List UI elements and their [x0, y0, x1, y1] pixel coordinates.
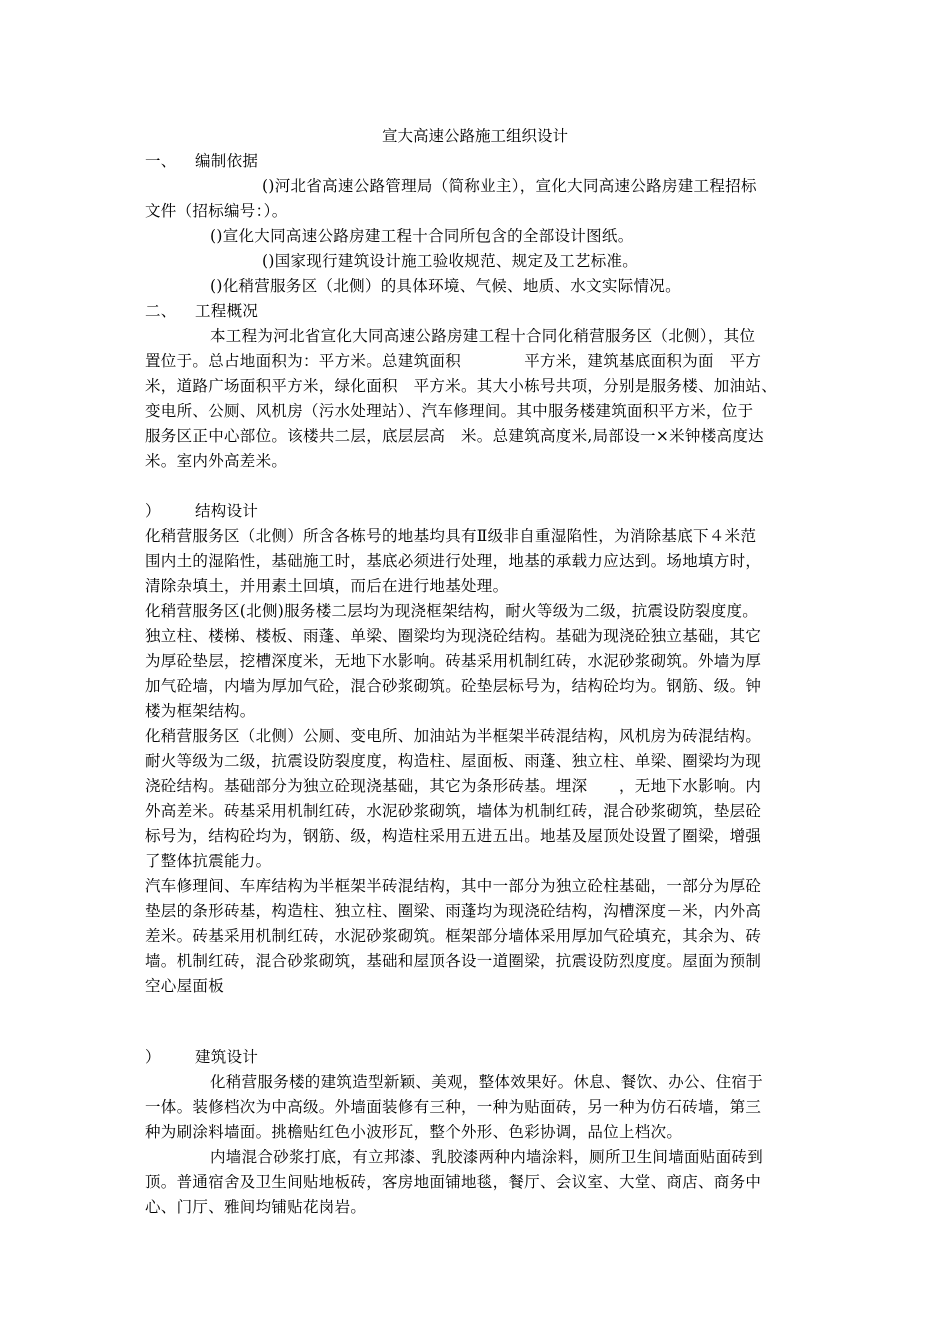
- section-heading-structure: [145, 499, 258, 523]
- paragraph-line: 心、门厅、雅间均铺贴花岗岩。: [145, 1198, 367, 1216]
- paragraph-line: 空心屋面板: [145, 977, 225, 995]
- paragraph-line: 独立柱、楼梯、楼板、雨蓬、单梁、圈梁均为现浇砼结构。基础为现浇砼独立基础，其它: [145, 627, 762, 645]
- paragraph-line: 服务区正中心部位。该楼共二层，底层层高 米。总建筑高度米,局部设一×米钟楼高度达: [145, 427, 764, 445]
- section-heading-architecture: [145, 1045, 258, 1069]
- section-number: 二、: [145, 302, 177, 320]
- paragraph-line: 围内土的湿陷性，基础施工时，基底必须进行处理，地基的承载力应达到。场地填方时，: [145, 552, 762, 570]
- paragraph-line: 加气砼墙，内墙为厚加气砼，混合砂浆砌筑。砼垫层标号为，结构砼均为。钢筋、级。钟: [145, 677, 762, 695]
- paragraph-line: 差米。砖基采用机制红砖，水泥砂浆砌筑。框架部分墙体采用厚加气砼填充，其余为、砖: [145, 927, 762, 945]
- section-heading-overview: [145, 299, 258, 323]
- paragraph-line: 变电所、公厕、风机房（污水处理站）、汽车修理间。其中服务楼建筑面积平方米，位于: [145, 402, 754, 420]
- paragraph-line: 楼为框架结构。: [145, 702, 256, 720]
- paragraph-line: 汽车修理间、车库结构为半框架半砖混结构，其中一部分为独立砼柱基础，一部分为厚砼: [145, 877, 762, 895]
- paragraph-line: 墙。机制红砖，混合砂浆砌筑，基础和屋顶各设一道圈梁，抗震设防烈度度。屋面为预制: [145, 952, 762, 970]
- paragraph-line: 耐火等级为二级，抗震设防裂度度，构造柱、屋面板、雨蓬、独立柱、单梁、圈梁均为现: [145, 752, 762, 770]
- section-heading-basis: [145, 149, 258, 173]
- paragraph-line: 浇砼结构。基础部分为独立砼现浇基础，其它为条形砖基。埋深 ，无地下水影响。内: [145, 777, 762, 795]
- paragraph-line: 一体。装修档次为中高级。外墙面装修有三种，一种为贴面砖，另一种为仿石砖墙，第三: [145, 1098, 762, 1116]
- paragraph-line: 内墙混合砂浆打底，有立邦漆、乳胶漆两种内墙涂料，厕所卫生间墙面贴面砖到: [210, 1148, 764, 1166]
- section-title: 工程概况: [195, 302, 259, 320]
- paragraph-line: ()化稍营服务区（北侧）的具体环境、气候、地质、水文实际情况。: [210, 277, 681, 295]
- section-number: ）: [145, 502, 161, 520]
- paragraph-line: 垫层的条形砖基，构造柱、独立柱、圈梁、雨蓬均为现浇砼结构，沟槽深度－米，内外高: [145, 902, 762, 920]
- paragraph-line: ()河北省高速公路管理局（简称业主），宣化大同高速公路房建工程招标: [262, 177, 757, 195]
- paragraph-line: 化稍营服务楼的建筑造型新颖、美观，整体效果好。休息、餐饮、办公、住宿于: [210, 1073, 764, 1091]
- paragraph-line: 置位于。总占地面积为：平方米。总建筑面积 平方米，建筑基底面积为面 平方: [145, 352, 762, 370]
- section-title: 结构设计: [195, 502, 259, 520]
- paragraph-line: 外高差米。砖基采用机制红砖，水泥砂浆砌筑，墙体为机制红砖，混合砂浆砌筑，垫层砼: [145, 802, 762, 820]
- paragraph-line: 本工程为河北省宣化大同高速公路房建工程十合同化稍营服务区（北侧），其位: [210, 327, 756, 345]
- section-title: 建筑设计: [195, 1048, 259, 1066]
- paragraph-line: ()国家现行建筑设计施工验收规范、规定及工艺标准。: [262, 252, 639, 270]
- section-number: 一、: [145, 152, 177, 170]
- paragraph-line: 化稍营服务区(北侧)服务楼二层均为现浇框架结构，耐火等级为二级，抗震设防裂度度。: [145, 602, 759, 620]
- section-number: ）: [145, 1048, 161, 1066]
- paragraph-line: 清除杂填土，并用素土回填，而后在进行地基处理。: [145, 577, 509, 595]
- document-title: 宣大高速公路施工组织设计: [381, 127, 568, 145]
- paragraph-line: 为厚砼垫层，挖槽深度米，无地下水影响。砖基采用机制红砖，水泥砂浆砌筑。外墙为厚: [145, 652, 762, 670]
- paragraph-line: 顶。普通宿舍及卫生间贴地板砖，客房地面铺地毯，餐厅、会议室、大堂、商店、商务中: [145, 1173, 762, 1191]
- paragraph-line: 种为刷涂料墙面。挑檐贴红色小波形瓦，整个外形、色彩协调，品位上档次。: [145, 1123, 683, 1141]
- paragraph-line: 文件（招标编号：）。: [145, 202, 288, 220]
- paragraph-line: ()宣化大同高速公路房建工程十合同所包含的全部设计图纸。: [210, 227, 634, 245]
- paragraph-line: 标号为，结构砼均为，钢筋、级，构造柱采用五进五出。地基及屋顶处设置了圈梁，增强: [145, 827, 762, 845]
- paragraph-line: 米，道路广场面积平方米，绿化面积 平方米。其大小栋号共项，分别是服务楼、加油站、: [145, 377, 778, 395]
- section-title: 编制依据: [195, 152, 259, 170]
- paragraph-line: 米。室内外高差米。: [145, 452, 288, 470]
- paragraph-line: 了整体抗震能力。: [145, 852, 272, 870]
- paragraph-line: 化稍营服务区（北侧）公厕、变电所、加油站为半框架半砖混结构，风机房为砖混结构。: [145, 727, 762, 745]
- paragraph-line: 化稍营服务区（北侧）所含各栋号的地基均具有Ⅱ级非自重湿陷性，为消除基底下４米范: [145, 527, 757, 545]
